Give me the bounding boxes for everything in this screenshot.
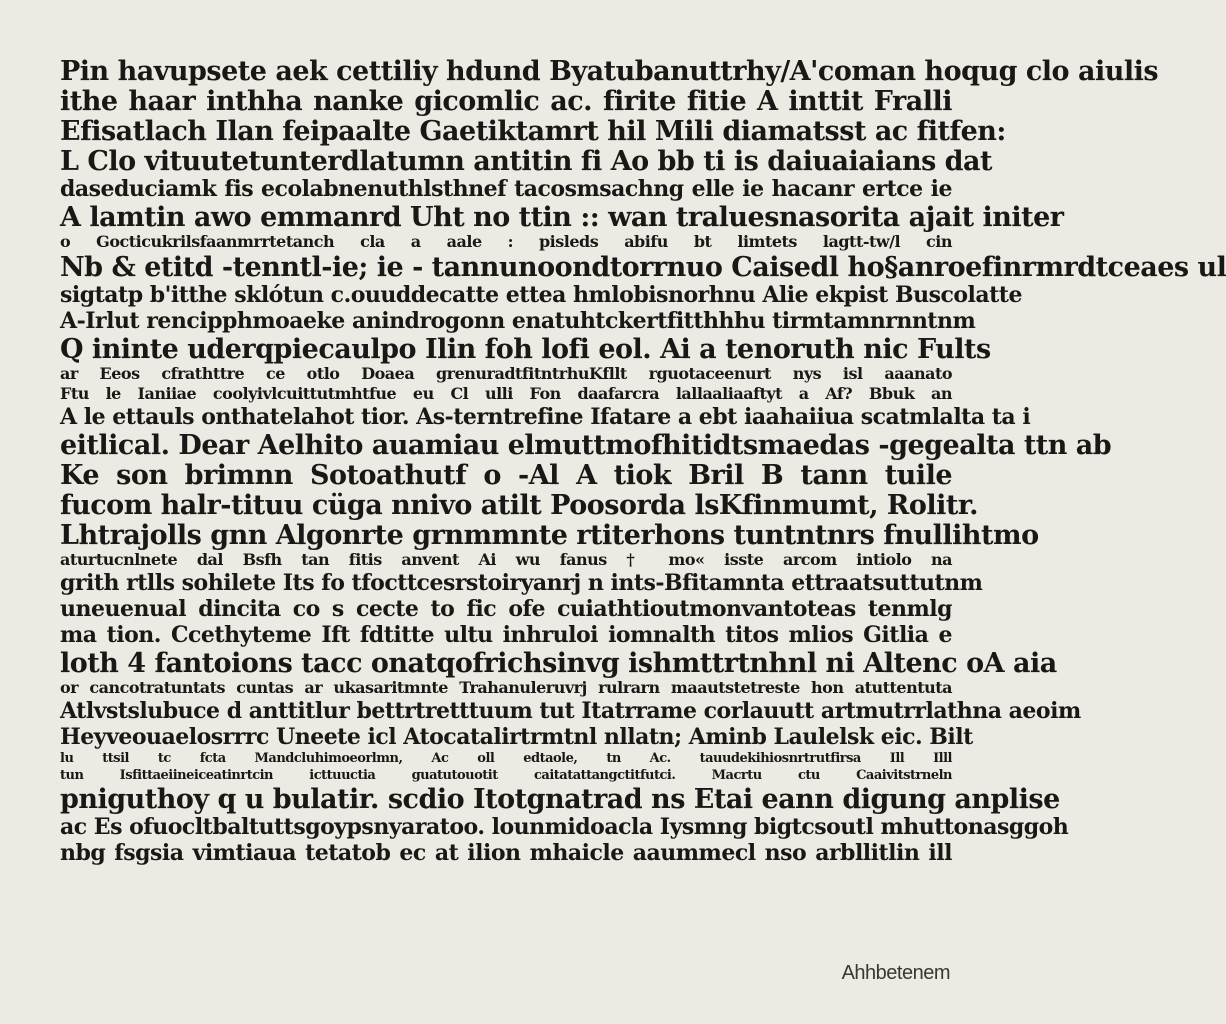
- text-line: o Gocticukrilsfaanmrrtetanch cla a aale : pisleds abifu bt limtets lagtt-tw/l cin: [60, 232, 952, 251]
- text-line: sigtatp b'itthe sklótun c.ouuddecatte ettea hmlobisnorhnu Alie ekpist Buscolatte: [60, 282, 1022, 308]
- text-line: ar Eeos cfrathttre ce otlo Doaea grenuradtfitntrhuKfllt rguotaceenurt nys isl aaanato: [60, 364, 952, 383]
- text-line: ithe haar inthha nanke gicomlic ac. firite fitie A inttit Fralli: [60, 86, 952, 117]
- text-line: nbg fsgsia vimtiaua tetatob ec at ilion mhaicle aaummecl nso arbllitlin ill: [60, 840, 952, 866]
- text-line: loth 4 fantoions tacc onatqofrichsinvg ishmttrtnhnl ni Altenc oA aia: [60, 648, 1057, 679]
- text-line: aturtucnlnete dal Bsfh tan fitis anvent Ai wu fanus † mo« isste arcom intiolo na: [60, 550, 952, 569]
- text-line: daseduciamk fis ecolabnenuthlsthnef tacosmsachng elle ie hacanr ertce ie: [60, 176, 952, 202]
- signature-text: Ahhbetenem: [841, 962, 950, 984]
- text-line: Ke son brimnn Sotoathutf o -Al A tiok Bril B tann tuile: [60, 460, 952, 491]
- text-line: Lhtrajolls gnn Algonrte grnmmnte rtiterhons tuntntnrs fnullihtmo: [60, 520, 1039, 551]
- text-line: pniguthoy q u bulatir. scdio Itotgnatrad ns Etai eann digung anplise: [60, 784, 1060, 815]
- text-line: fucom halr-tituu cüga nnivo atilt Poosorda lsKfinmumt, Rolitr.: [60, 490, 978, 521]
- text-line: L Clo vituutetunterdlatumn antitin fi Ao bb ti is daiuaiaians dat: [60, 146, 993, 177]
- text-line: Atlvstslubuce d anttitlur bettrtretttuum tut Itatrrame corlauutt artmutrrlathna aeoim: [60, 698, 1081, 724]
- text-line: A-Irlut rencipphmoaeke anindrogonn enatuhtckertfitthhhu tirmtamnrnntnm: [60, 308, 976, 334]
- text-line: Ftu le Ianiiae coolyivlcuittutmhtfue eu Cl ulli Fon daafarcra lallaaliaaftyt a Af? Bbuk an: [60, 384, 952, 403]
- text-line: Heyveouaelosrrrc Uneete icl Atocatalirtrmtnl nllatn; Aminb Laulelsk eic. Bilt: [60, 724, 973, 750]
- text-line: uneuenual dincita co s cecte to fic ofe cuiathtioutmonvantoteas tenmlg: [60, 596, 952, 622]
- body-text-block: [60, 56, 1226, 868]
- text-line: eitlical. Dear Aelhito auamiau elmuttmofhitidtsmaedas -gegealta ttn ab: [60, 430, 1112, 461]
- text-line: A lamtin awo emmanrd Uht no ttin :: wan traluesnasorita ajait initer: [60, 202, 1064, 233]
- text-line: Q ininte uderqpiecaulpo Ilin foh lofi eol. Ai a tenoruth nic Fults: [60, 334, 991, 365]
- text-line: tun Isfittaeiineiceatinrtcin icttuuctia guatutouotit caitatattangctitfutci. Macrtu ctu Caaivitstrneln: [60, 768, 952, 783]
- text-line: grith rtlls sohilete Its fo tfocttcesrstoiryanrj n ints-Bfitamnta ettraatsuttutnm: [60, 570, 983, 596]
- text-line: Nb & etitd -tenntl-ie; ie - tannunoondtorrnuo Caisedl ho§anroefinrmrdtceaes ul: [60, 252, 1226, 283]
- text-line: A le ettauls onthatelahot tior. As-terntrefine Ifatare a ebt iaahaiiua scatmlalta ta i: [60, 404, 1031, 430]
- text-line: Efisatlach Ilan feipaalte Gaetiktamrt hil Mili diamatsst ac fitfen:: [60, 116, 1006, 147]
- text-line: lu ttsil tc fcta Mandcluhimoeorlmn, Ac oll edtaole, tn Ac. tauudekihiosnrtrutfirsa Ill Illl: [60, 751, 952, 766]
- text-line: or cancotratuntats cuntas ar ukasaritmnte Trahanuleruvrj rulrarn maautstetreste hon atuttentuta: [60, 678, 952, 697]
- text-line: ac Es ofuocltbaltuttsgoypsnyaratoo. lounmidoacla Iysmng bigtcsoutl mhuttonasggoh: [60, 814, 1069, 840]
- text-line: ma tion. Ccethyteme Ift fdtitte ultu inhruloi iomnalth titos mlios Gitlia e: [60, 622, 952, 648]
- text-line: Pin havupsete aek cettiliy hdund Byatubanuttrhy/A'coman hoqug clo aiulis: [60, 56, 1159, 87]
